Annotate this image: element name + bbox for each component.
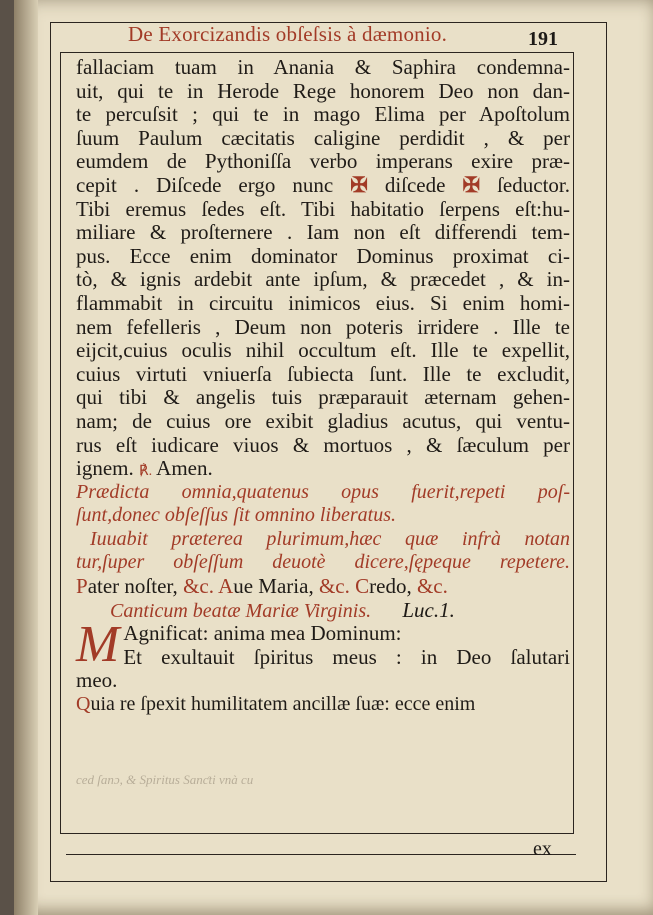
text-line: ſuum Paulum cæcitatis caligine perdidit , & per: [76, 126, 570, 150]
text-line: cuius virtuti vniuerſa ſubiecta ſunt. Ille te excludit,: [76, 362, 570, 386]
text-segment: cepit . Diſcede ergo nunc: [76, 173, 334, 197]
divider-line: [66, 854, 576, 855]
rubric-line: Iuuabit præterea plurimum,hæc quæ infrà notan: [90, 527, 570, 550]
text-line: rus eſt iudicare viuos & mortuos , & ſæculum per: [76, 433, 570, 457]
text-line: qui tibi & angelis tuis præparauit æternam gehen-: [76, 386, 570, 410]
text-segment: &c.: [183, 575, 214, 599]
text-line: eumdem de Pythoniſſa verbo imperans exire præ-: [76, 150, 570, 174]
prayers-line: [76, 575, 570, 599]
text-line: tò, & ignis ardebit ante ipſum, & præcedet , & in-: [76, 268, 570, 292]
text-line: Agnificat: anima mea Dominum:: [123, 622, 402, 646]
text-line: flammabit in circuitu inimicos eius. Si enim homi-: [76, 291, 570, 315]
canticle-heading: [76, 599, 570, 623]
text-segment: ater noſter,: [87, 575, 178, 599]
text-line: nem fefelleris , Deum non poteris irridere . Ille te: [76, 315, 570, 339]
canticle-reference: Luc.1.: [402, 598, 455, 622]
page-number: 191: [528, 28, 558, 50]
text-segment: Amen.: [156, 457, 213, 481]
text-segment: ſeductor.: [497, 173, 570, 197]
quia-line: [76, 693, 570, 717]
text-line: fallaciam tuam in Anania & Saphira condemna-: [76, 56, 570, 79]
canticle-title: Canticum beatæ Mariæ Virginis.: [110, 599, 372, 622]
text-line: meo.: [76, 669, 118, 693]
cross-text-line: [76, 174, 570, 198]
text-segment: &c.: [318, 575, 350, 599]
text-line: pus. Ecce enim dominator Dominus proximat ci-: [76, 244, 570, 268]
initial-letter: P: [76, 575, 88, 599]
magnificat-block: [76, 616, 570, 693]
bleed-through-text: ced ſanɔ, & Spiritus Sanƈti vnà cu: [76, 772, 254, 787]
text-segment: redo,: [369, 575, 412, 599]
text-line: Et exultauit ſpiritus meus : in Deo ſalutari: [123, 645, 570, 669]
amen-line: [76, 457, 570, 481]
rubric-line: tur,ſuper obſeſſum deuotè dicere,ſępeque repetere.: [76, 551, 570, 574]
page-gutter: [14, 0, 38, 915]
rubric-line: Prædicta omnia,quatenus opus fuerit,repeti poſ-: [76, 480, 570, 503]
text-line: uit, qui te in Herode Rege honorem Deo non dan-: [76, 79, 570, 103]
initial-letter: A: [218, 575, 234, 599]
text-line: nam; de cuius ore exibit gladius acutus, qui ventu-: [76, 409, 570, 433]
cross-icon: ✠: [462, 173, 481, 197]
main-text: [76, 56, 570, 717]
running-head: De Exorcizandis obſeſsis à dæmonio.: [128, 22, 448, 46]
initial-letter: Q: [76, 693, 91, 716]
response-icon: ℟.: [139, 464, 153, 480]
initial-letter: C: [355, 575, 370, 599]
text-segment: uia re ſpexit humilitatem ancillæ ſuæ: ecce enim: [90, 693, 476, 716]
text-line: miliare & proſternere . Iam non eſt differendi tem-: [76, 221, 570, 245]
catchword: ex: [533, 838, 552, 860]
text-line: eijcit,cuius oculis nihil occultum eſt. Ille te expellit,: [76, 339, 570, 363]
text-segment: &c.: [416, 575, 448, 599]
text-segment: diſcede: [384, 173, 446, 197]
rubric-line: ſunt,donec obſeſſus ſit omnino liberatus.: [76, 504, 396, 527]
text-line: Tibi eremus ſedes eſt. Tibi habitatio ſerpens eſt:hu-: [76, 197, 570, 221]
drop-cap: M: [76, 616, 120, 674]
cross-icon: ✠: [350, 173, 368, 197]
text-line: te percuſsit ; qui te in mago Elima per Apoſtolum: [76, 103, 570, 127]
text-segment: ignem.: [76, 457, 134, 481]
text-segment: ue Maria,: [233, 575, 314, 599]
